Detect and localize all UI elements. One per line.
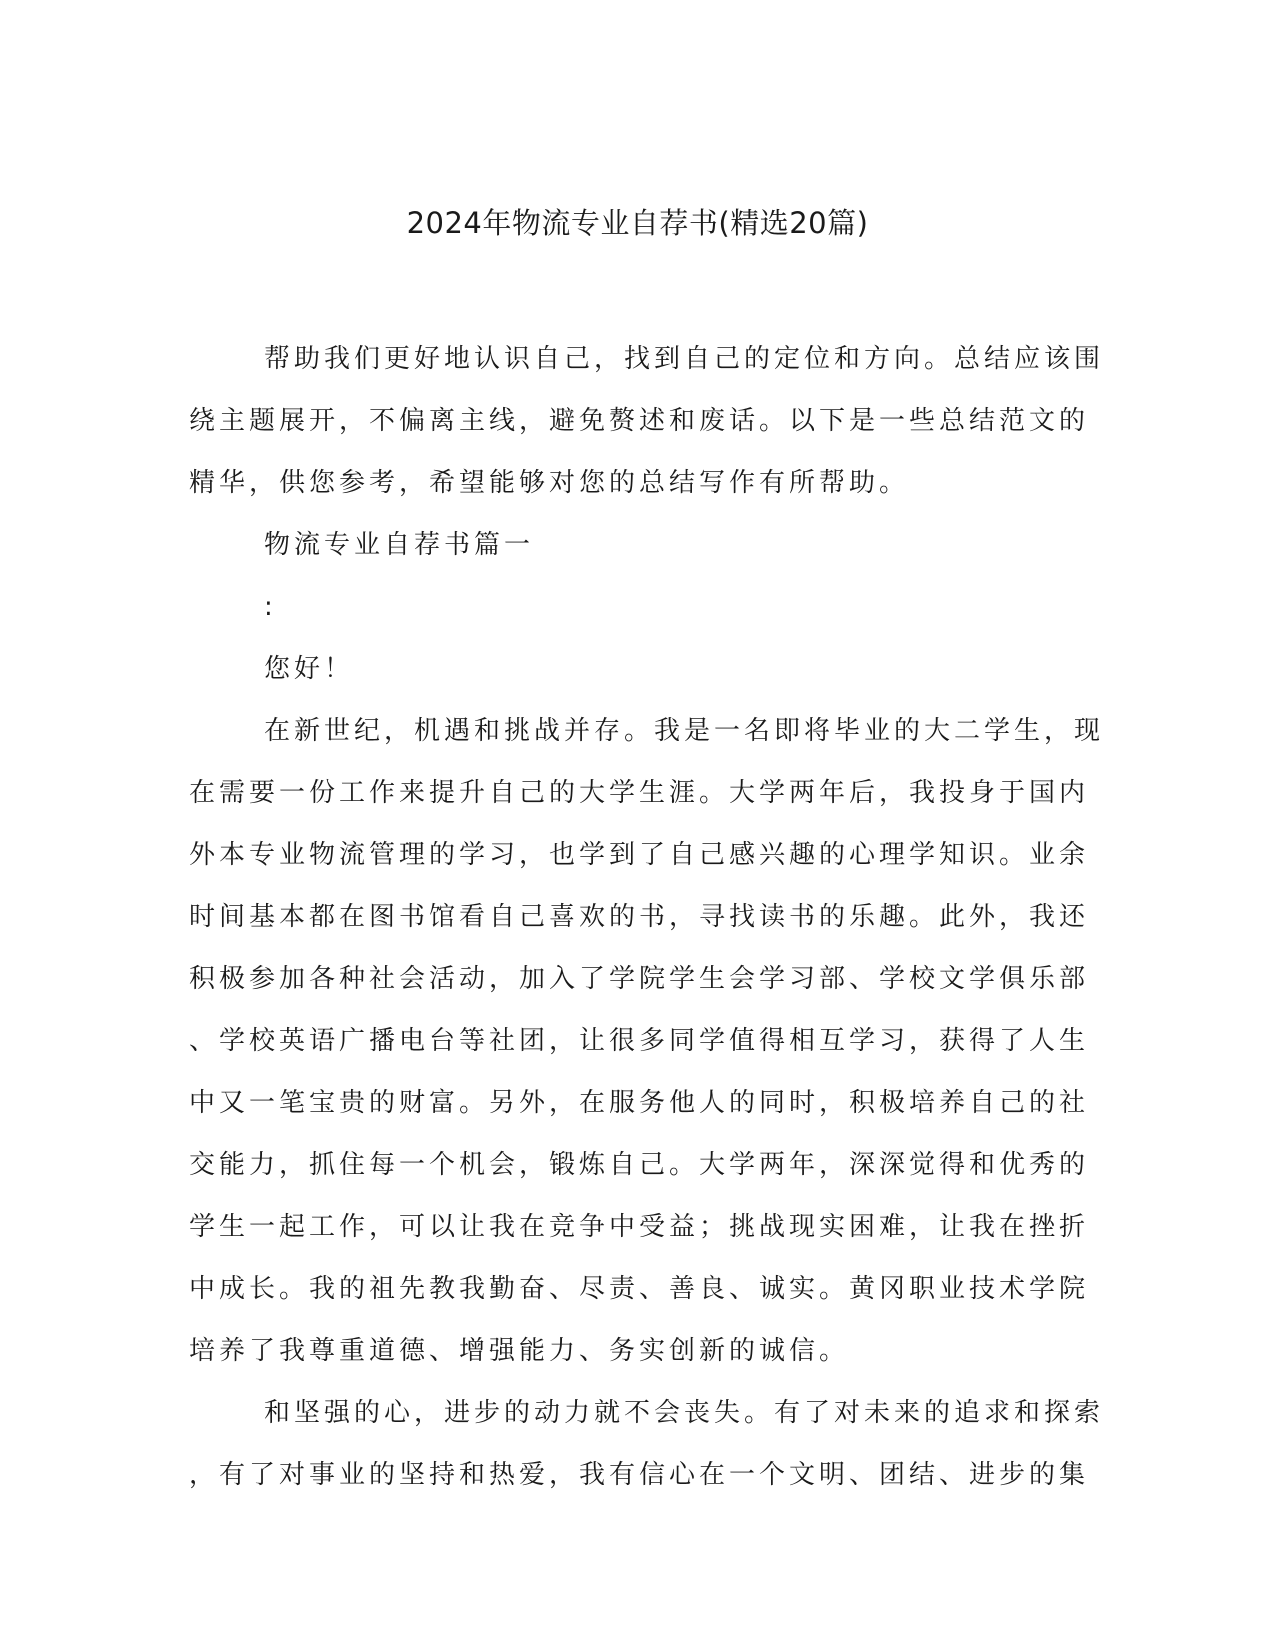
- paragraph-line: 交能力，抓住每一个机会，锻炼自己。大学两年，深深觉得和优秀的: [189, 1150, 1090, 1180]
- document-body: [189, 328, 1105, 1506]
- paragraph-line: 积极参加各种社会活动，加入了学院学生会学习部、学校文学俱乐部: [189, 964, 1090, 994]
- paragraph-line: 培养了我尊重道德、增强能力、务实创新的诚信。: [189, 1336, 850, 1366]
- paragraph-line: 帮助我们更好地认识自己，找到自己的定位和方向。总结应该围: [264, 344, 1105, 374]
- paragraph-line: 外本专业物流管理的学习，也学到了自己感兴趣的心理学知识。业余: [189, 840, 1090, 870]
- paragraph-line: 、学校英语广播电台等社团，让很多同学值得相互学习，获得了人生: [189, 1026, 1090, 1056]
- paragraph-line: 在需要一份工作来提升自己的大学生涯。大学两年后，我投身于国内: [189, 778, 1090, 808]
- paragraph-line: 绕主题展开，不偏离主线，避免赘述和废话。以下是一些总结范文的: [189, 406, 1090, 436]
- paragraph-line: 和坚强的心，进步的动力就不会丧失。有了对未来的追求和探索: [264, 1398, 1105, 1428]
- paragraph-line: 时间基本都在图书馆看自己喜欢的书，寻找读书的乐趣。此外，我还: [189, 902, 1090, 932]
- paragraph-line: 精华，供您参考，希望能够对您的总结写作有所帮助。: [189, 468, 910, 498]
- paragraph-line: ，有了对事业的坚持和热爱，我有信心在一个文明、团结、进步的集: [189, 1460, 1090, 1490]
- paragraph-line: 学生一起工作，可以让我在竞争中受益；挑战现实困难，让我在挫折: [189, 1212, 1090, 1242]
- paragraph-line: 中成长。我的祖先教我勤奋、尽责、善良、诚实。黄冈职业技术学院: [189, 1274, 1090, 1304]
- salutation-colon: :: [264, 592, 277, 622]
- section-heading: 物流专业自荐书篇一: [264, 530, 535, 560]
- document-title: 2024年物流专业自荐书(精选20篇): [406, 206, 869, 240]
- paragraph-line: 中又一笔宝贵的财富。另外，在服务他人的同时，积极培养自己的社: [189, 1088, 1090, 1118]
- paragraph-line: 在新世纪，机遇和挑战并存。我是一名即将毕业的大二学生，现: [264, 716, 1105, 746]
- greeting: 您好！: [264, 654, 355, 684]
